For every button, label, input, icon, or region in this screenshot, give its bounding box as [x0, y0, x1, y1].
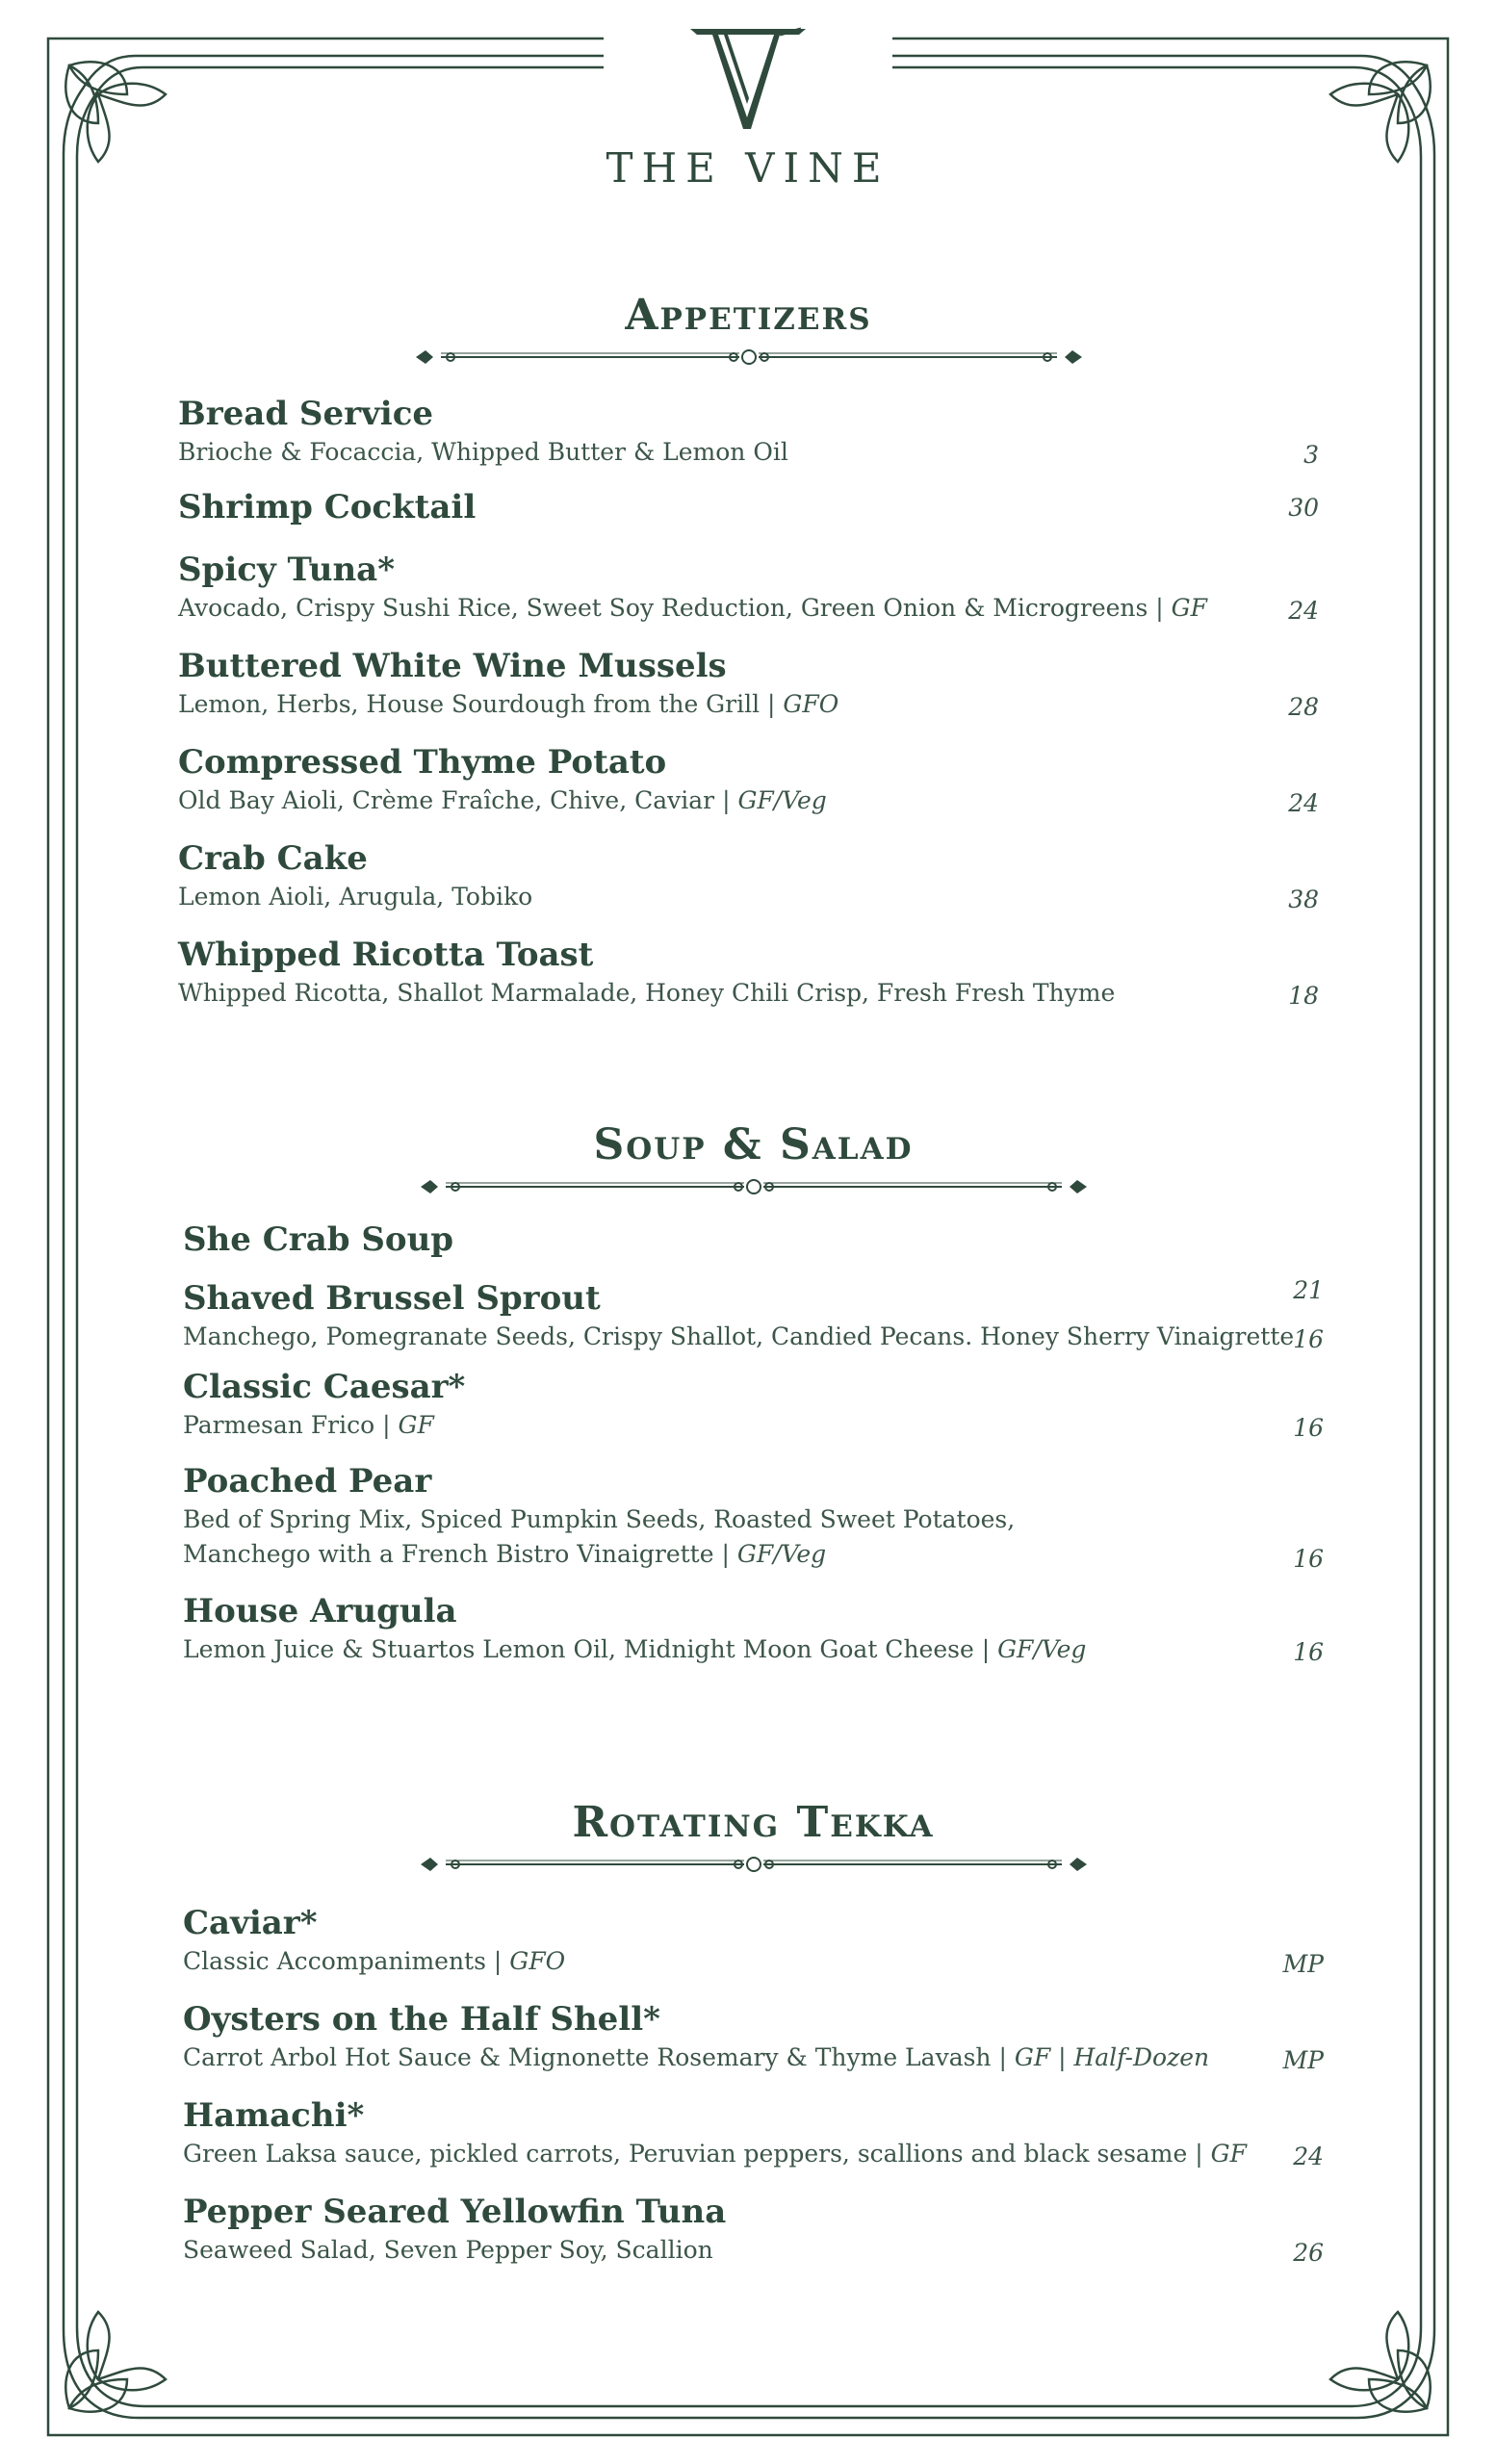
- item-price: 24: [1288, 789, 1319, 817]
- menu-item: [178, 934, 1319, 1011]
- item-desc: [183, 1944, 1324, 1979]
- item-desc-text: Parmesan Frico |: [183, 1411, 399, 1439]
- menu-item: [183, 1366, 1324, 1443]
- item-desc: [178, 880, 1319, 914]
- item-price: 3: [1303, 441, 1319, 469]
- item-price: 16: [1293, 1414, 1324, 1442]
- item-desc: [183, 2040, 1324, 2075]
- item-price: 24: [1288, 597, 1319, 625]
- item-price: 18: [1288, 982, 1319, 1010]
- item-price: MP: [1282, 2046, 1324, 2074]
- item-price: MP: [1282, 1950, 1324, 1978]
- item-name: Spicy Tuna*: [178, 551, 395, 589]
- item-price: 28: [1288, 693, 1319, 721]
- menu-item: [183, 2191, 1324, 2268]
- section-rotating-tekka: [183, 1796, 1324, 2297]
- ornament-divider-icon: [417, 1852, 1091, 1877]
- menu-item: [183, 1277, 1324, 1354]
- menu-item: [178, 486, 1319, 528]
- item-name: Shrimp Cocktail: [178, 488, 477, 526]
- section-appetizers: [178, 289, 1319, 1030]
- item-name: Pepper Seared Yellowfin Tuna: [183, 2193, 727, 2231]
- item-name: Crab Cake: [178, 839, 368, 878]
- item-desc: [183, 1632, 1324, 1667]
- item-name: Classic Caesar*: [183, 1368, 466, 1406]
- item-desc-text: Old Bay Aioli, Crème Fraîche, Chive, Caviar |: [178, 786, 738, 814]
- item-desc: [183, 2137, 1324, 2171]
- item-desc-text: Avocado, Crispy Sushi Rice, Sweet Soy Reduction, Green Onion & Microgreens |: [178, 594, 1172, 622]
- item-price: 30: [1288, 494, 1319, 522]
- item-price: 16: [1293, 1545, 1324, 1573]
- menu-item: [183, 1590, 1324, 1667]
- item-tag: GFO: [509, 1947, 566, 1975]
- menu-item: [178, 741, 1319, 818]
- item-name: Hamachi*: [183, 2096, 365, 2135]
- item-price: 24: [1293, 2143, 1324, 2170]
- item-desc-text: Lemon, Herbs, House Sourdough from the Grill |: [178, 690, 784, 718]
- item-price: 21: [1293, 1276, 1324, 1304]
- vine-v-logo-icon: [685, 21, 811, 137]
- item-desc: [178, 976, 1319, 1011]
- item-desc: [183, 1537, 1324, 1572]
- item-name: House Arugula: [183, 1592, 457, 1630]
- item-name: Compressed Thyme Potato: [178, 743, 667, 782]
- item-desc-text: Whipped Ricotta, Shallot Marmalade, Honey Chili Crisp, Fresh Fresh Thyme: [178, 979, 1116, 1007]
- item-desc: [178, 687, 1319, 722]
- item-name: Bread Service: [178, 395, 434, 433]
- item-desc: [183, 2233, 1324, 2268]
- brand-name: THE VINE: [606, 144, 890, 192]
- ornament-divider-icon: [417, 1174, 1091, 1199]
- item-desc-text: Brioche & Focaccia, Whipped Butter & Lemon Oil: [178, 438, 788, 466]
- section-title: Rotating Tekka: [572, 1798, 935, 1847]
- item-name: Shaved Brussel Sprout: [183, 1279, 601, 1318]
- item-desc-text: Manchego, Pomegranate Seeds, Crispy Shallot, Candied Pecans. Honey Sherry Vinaigrette: [183, 1322, 1295, 1350]
- item-price: 26: [1293, 2239, 1324, 2267]
- item-price: 16: [1293, 1325, 1324, 1353]
- item-desc-text: Lemon Aioli, Arugula, Tobiko: [178, 883, 533, 911]
- ornament-divider-icon: [412, 345, 1086, 370]
- item-desc: [183, 1320, 1324, 1354]
- item-tag: GF: [1171, 594, 1207, 622]
- item-desc: [178, 435, 1319, 470]
- item-desc-text: Green Laksa sauce, pickled carrots, Peruvian peppers, scallions and black sesame |: [183, 2140, 1211, 2168]
- item-tag: GF: [1210, 2140, 1247, 2168]
- section-title: Soup & Salad: [593, 1120, 914, 1169]
- item-desc-text: Manchego with a French Bistro Vinaigrette |: [183, 1540, 737, 1568]
- item-desc-text: Classic Accompaniments |: [183, 1947, 510, 1975]
- item-tag: GF/Veg: [736, 1540, 827, 1568]
- item-desc: [178, 783, 1319, 818]
- item-desc-text: Carrot Arbol Hot Sauce & Mignonette Rosemary & Thyme Lavash |: [183, 2043, 1015, 2071]
- section-soup-salad: [183, 1118, 1324, 1696]
- item-desc-text: Seaweed Salad, Seven Pepper Soy, Scallion: [183, 2236, 713, 2264]
- item-name: Oysters on the Half Shell*: [183, 2000, 660, 2039]
- item-price: 16: [1293, 1638, 1324, 1666]
- menu-item: [178, 645, 1319, 722]
- item-name: She Crab Soup: [183, 1220, 454, 1259]
- item-tag: GF/Veg: [737, 786, 827, 814]
- item-desc-line1: Bed of Spring Mix, Spiced Pumpkin Seeds, Roasted Sweet Potatoes,: [183, 1505, 1016, 1533]
- item-price: 38: [1288, 886, 1319, 913]
- item-name: Poached Pear: [183, 1462, 432, 1501]
- item-desc: [183, 1408, 1324, 1443]
- item-desc-text: Lemon Juice & Stuartos Lemon Oil, Midnight Moon Goat Cheese |: [183, 1635, 998, 1663]
- menu-item: [178, 837, 1319, 914]
- item-name: Buttered White Wine Mussels: [178, 647, 727, 685]
- menu-item: [183, 1460, 1324, 1572]
- menu-item: [183, 1902, 1324, 1979]
- item-desc: [178, 591, 1319, 626]
- menu-item: [178, 393, 1319, 470]
- menu-item: [183, 2094, 1324, 2171]
- item-name: Whipped Ricotta Toast: [178, 936, 594, 974]
- item-tag: GF/Veg: [997, 1635, 1087, 1663]
- item-tag: GFO: [783, 690, 839, 718]
- menu-item: [178, 549, 1319, 626]
- logo: [604, 21, 892, 204]
- section-title: Appetizers: [625, 291, 872, 340]
- menu-item: [183, 1998, 1324, 2075]
- item-tag: GF: [398, 1411, 434, 1439]
- item-tag: GF | Half-Dozen: [1014, 2043, 1210, 2071]
- item-name: Caviar*: [183, 1904, 318, 1942]
